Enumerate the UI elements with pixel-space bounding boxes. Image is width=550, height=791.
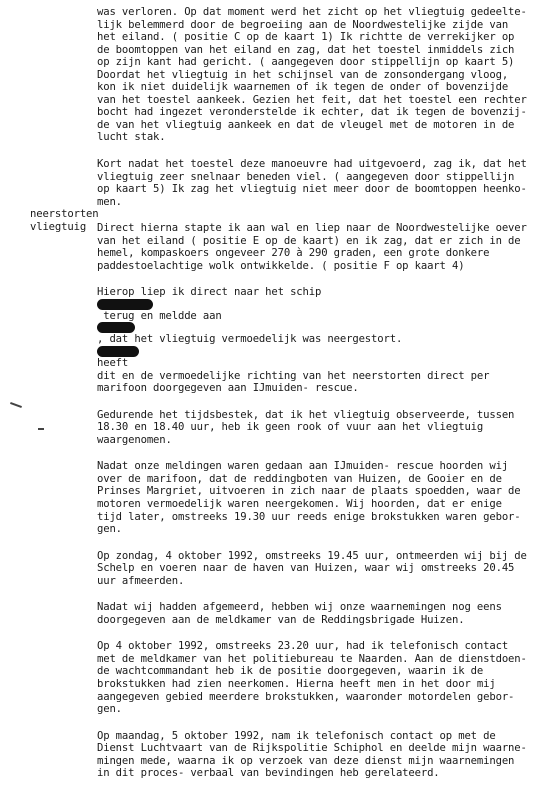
- text-line: paddestoelachtige wolk ontwikkelde. ( positie F op kaart 4): [97, 259, 465, 272]
- text-line: in dit proces- verbaal van bevindingen heb gerelateerd.: [97, 767, 440, 780]
- text-line: bocht had ingezet veronderstelde ik echter, dat ik tegen de bovenzij-: [97, 106, 527, 119]
- text-line: dit en de vermoedelijke richting van het neerstorten direct per: [97, 369, 490, 382]
- text-line: op kaart 5) Ik zag het vliegtuig niet meer door de boomtoppen heenko-: [97, 183, 527, 196]
- text-line: Kort nadat het toestel deze manoeuvre had uitgevoerd, zag ik, dat het: [97, 158, 527, 171]
- body-text: [97, 6, 537, 780]
- text-line: doorgegeven aan de meldkamer van de Reddingsbrigade Huizen.: [97, 613, 465, 626]
- text-line: [97, 322, 537, 369]
- text-line: hemel, kompaskoers ongeveer 270 à 290 graden, een grote donkere: [97, 247, 490, 260]
- redaction-block: [97, 299, 153, 310]
- text-line: Dienst Luchtvaart van de Rijkspolitie Schiphol en deelde mijn waarne-: [97, 742, 527, 755]
- text-line: mingen mede, waarna ik op verzoek van deze dienst mijn waarnemingen: [97, 754, 515, 767]
- text-line: het eiland. ( positie C op de kaart 1) Ik richtte de verrekijker op: [97, 31, 515, 44]
- text-line: de wachtcommandant heb ik de positie doorgegeven, waarin ik de: [97, 665, 484, 678]
- text-segment: terug en meldde aan: [103, 309, 222, 322]
- text-line: lucht stak.: [97, 131, 166, 144]
- text-line: Doordat het vliegtuig in het schijnsel van de zonsondergang vloog,: [97, 68, 509, 81]
- text-line: Schelp en voeren naar de haven van Huizen, waar wij omstreeks 20.45: [97, 562, 515, 575]
- text-line: Op 4 oktober 1992, omstreeks 23.20 uur, had ik telefonisch contact: [97, 640, 509, 653]
- text-line: waargenomen.: [97, 433, 172, 446]
- text-line: was verloren. Op dat moment werd het zicht op het vliegtuig gedeelte-: [97, 6, 527, 18]
- text-line: lijk belemmerd door de begroeiing aan de Noordwestelijke zijde van: [97, 18, 509, 31]
- margin-heading-line-2: vliegtuig: [30, 220, 87, 233]
- text-line: [97, 286, 537, 322]
- text-line: met de meldkamer van het politiebureau te Naarden. Aan de dienstdoen-: [97, 652, 527, 665]
- text-line: Nadat onze meldingen waren gedaan aan IJmuiden- rescue hoorden wij: [97, 460, 509, 473]
- margin-heading-line-1: neerstorten: [30, 208, 99, 220]
- paragraph: [97, 286, 537, 394]
- text-line: motoren vermoedelijk waren neergekomen. Wij hoorden, dat er enige: [97, 497, 502, 510]
- paragraph: [97, 640, 537, 715]
- text-line: Op maandag, 5 oktober 1992, nam ik telefonisch contact op met de: [97, 729, 496, 742]
- paragraph: [97, 6, 537, 144]
- text-line: van het eiland ( positie E op de kaart) en ik zag, dat er zich in de: [97, 234, 521, 247]
- text-line: marifoon doorgegeven aan IJmuiden- rescue.: [97, 382, 359, 395]
- text-line: de van het vliegtuig aankeek en dat de vleugel met de motoren in de: [97, 118, 515, 131]
- text-line: op zijn kant had gericht. ( aangegeven door stippellijn op kaart 5): [97, 56, 515, 69]
- text-line: de boomtoppen van het eiland en zag, dat het toestel inmiddels zich: [97, 43, 515, 56]
- paragraph: [97, 460, 537, 535]
- text-line: vliegtuig zeer snelnaar beneden viel. ( aangegeven door stippellijn: [97, 170, 515, 183]
- text-line: tijd later, omstreeks 19.30 uur reeds enige brokstukken waren gebor-: [97, 510, 521, 523]
- paragraph: [97, 158, 537, 208]
- text-line: uur afmeerden.: [97, 574, 185, 587]
- text-line: Nadat wij hadden afgemeerd, hebben wij onze waarnemingen nog eens: [97, 601, 502, 614]
- text-line: men.: [97, 195, 122, 208]
- text-line: brokstukken had zien neerkomen. Hierna heeft men in het door mij: [97, 677, 496, 690]
- redaction-block: [97, 322, 135, 333]
- pen-mark: [10, 402, 22, 408]
- text-line: Direct hierna stapte ik aan wal en liep naar de Noordwestelijke oever: [97, 222, 527, 235]
- text-line: 18.30 en 18.40 uur, heb ik geen rook of vuur aan het vliegtuig: [97, 421, 484, 434]
- text-segment: , dat het vliegtuig vermoedelijk was neergestort.: [97, 333, 403, 346]
- text-line: gen.: [97, 523, 122, 536]
- text-line: Prinses Margriet, uitvoeren in zich naar de plaats spoedden, waar de: [97, 485, 521, 498]
- paragraph: [97, 601, 537, 626]
- text-line: aangegeven gebied meerdere brokstukken, waaronder motordelen gebor-: [97, 690, 515, 703]
- text-line: van het toestel aankeek. Gezien het feit, dat het toestel een rechter: [97, 93, 527, 106]
- paragraph: [97, 730, 537, 780]
- redaction-block: [97, 346, 139, 357]
- text-segment: Hierop liep ik direct naar het schip: [97, 286, 322, 299]
- text-line: Op zondag, 4 oktober 1992, omstreeks 19.45 uur, ontmeerden wij bij de: [97, 549, 527, 562]
- pen-mark: [38, 428, 44, 430]
- text-segment: heeft: [97, 357, 129, 370]
- text-line: Gedurende het tijdsbestek, dat ik het vliegtuig observeerde, tussen: [97, 408, 515, 421]
- paragraph: [97, 222, 537, 272]
- paragraph: [97, 409, 537, 447]
- paragraph: [97, 550, 537, 588]
- text-line: over de marifoon, dat de reddingboten van Huizen, de Gooier en de: [97, 472, 502, 485]
- text-line: gen.: [97, 703, 122, 716]
- text-line: kon ik niet duidelijk waarnemen of ik tegen de onder of bovenzijde: [97, 81, 509, 94]
